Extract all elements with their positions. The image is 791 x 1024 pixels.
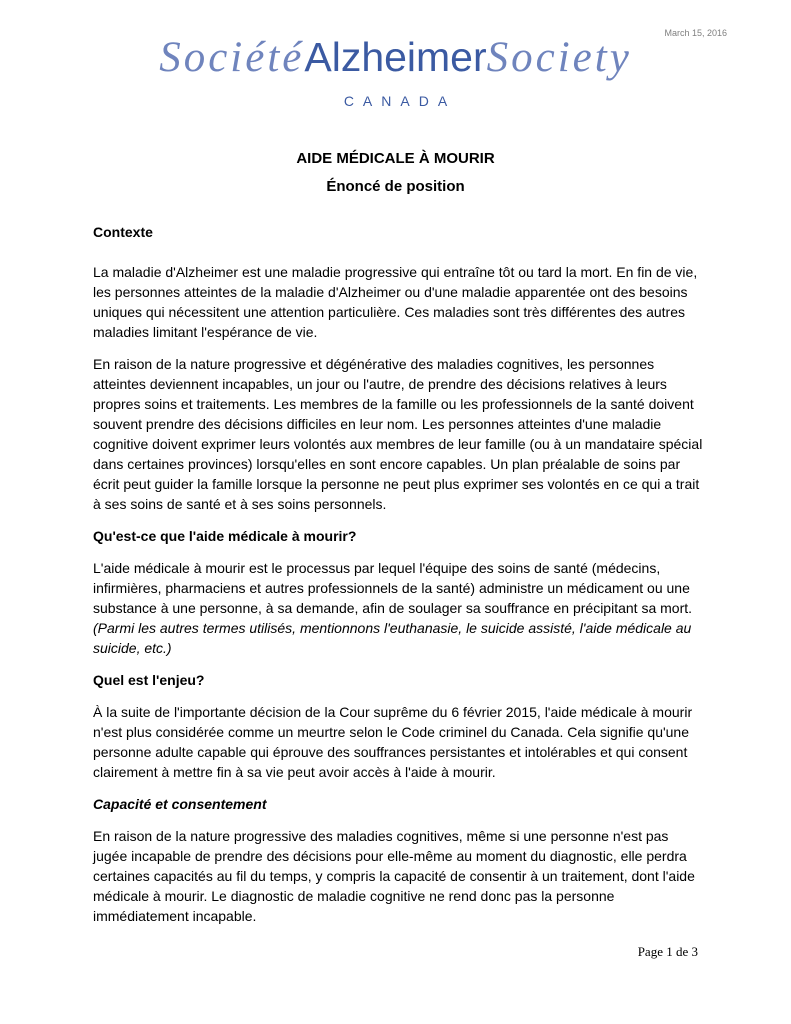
logo-word-main: Alzheimer [304,34,487,80]
section-heading-question: Qu'est-ce que l'aide médicale à mourir? [93,528,357,544]
logo-word-fr: Société [159,34,305,81]
paragraph-question-1 [93,558,705,658]
page-number: Page 1 de 3 [637,944,698,959]
section-heading-contexte: Contexte [93,224,153,240]
paragraph-contexte-1: La maladie d'Alzheimer est une maladie progressive qui entraîne tôt ou tard la mort. En fin de vie, les personnes atteintes de la maladie d'Alzheimer ou d'une maladie apparentée ont des besoins uniques qui nécessitent une attention particulière. Ces maladies sont très différentes des autres maladies limitant l'espérance de vie. [93,264,698,340]
section-heading-enjeu: Quel est l'enjeu? [93,672,205,688]
document-body [93,222,705,926]
logo-wordmark [0,36,791,79]
section-heading-capacite: Capacité et consentement [93,796,267,812]
document-subtitle: Énoncé de position [326,178,465,195]
paragraph-question-text: L'aide médicale à mourir est le processus par lequel l'équipe des soins de santé (médecins, infirmières, pharmaciens et autres professionnels de la santé) administre un médicament ou une substance à une personne, à sa demande, afin de soulager sa souffrance en précipitant sa mort. [93,560,693,616]
logo-country: CANADA [343,93,457,109]
paragraph-capacite-1: En raison de la nature progressive des maladies cognitives, même si une personne n'est pas jugée incapable de prendre des décisions pour elle-même au moment du diagnostic, elle perdra certaines capacités au fil du temps, y compris la capacité de consentir à un traitement, dont l'aide médicale à mourir. Le diagnostic de maladie cognitive ne rend donc pas la personne immédiatement incapable. [93,828,695,924]
document-date: March 15, 2016 [664,28,727,38]
paragraph-enjeu-1: À la suite de l'importante décision de la Cour suprême du 6 février 2015, l'aide médicale à mourir n'est plus considérée comme un meurtre selon le Code criminel du Canada. Cela signifie qu'une personne adulte capable qui éprouve des souffrances persistantes et intolérables et qui consent clairement à mettre fin à sa vie peut avoir accès à l'aide à mourir. [93,704,693,780]
paragraph-question-note: (Parmi les autres termes utilisés, mentionnons l'euthanasie, le suicide assisté, l'aide médicale au suicide, etc.) [93,620,692,656]
logo-word-en: Society [486,34,632,81]
document-title: AIDE MÉDICALE À MOURIR [296,150,495,167]
paragraph-contexte-2: En raison de la nature progressive et dégénérative des maladies cognitives, les personnes atteintes deviennent incapables, un jour ou l'autre, de prendre des décisions relatives à leurs propres soins et traitements. Les membres de la famille ou les professionnels de la santé doivent souvent prendre des décisions difficiles en leur nom. Les personnes atteintes d'une maladie cognitive doivent exprimer leurs volontés aux membres de leur famille (ou à un mandataire spécial dans certaines provinces) lorsqu'elles en sont encore capables. Un plan préalable de soins par écrit peut guider la famille lorsque la personne ne peut plus exprimer ses volontés en ce qui a trait à ses soins de santé et à ses soins personnels. [93,356,703,512]
alzheimer-society-logo [0,36,791,109]
